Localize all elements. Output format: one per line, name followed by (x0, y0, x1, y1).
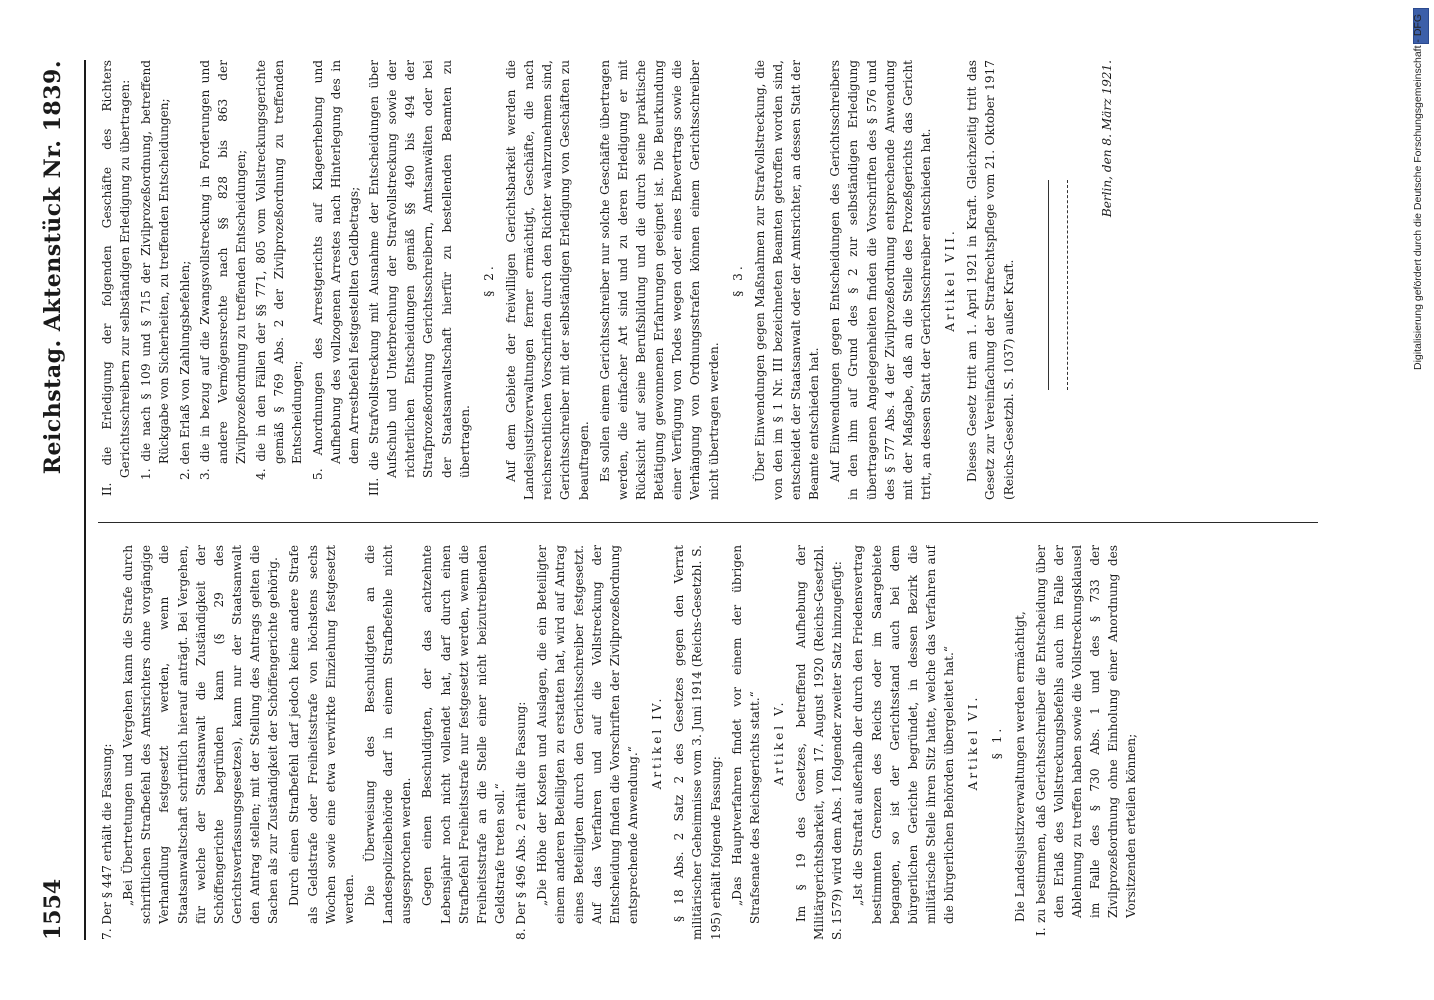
signature-line (1055, 180, 1068, 390)
paragraph: Die Überweisung des Beschuldigten an die Landespolizeibehörde darf in einem Strafbefehle nicht ausgesprochen werden. (362, 545, 414, 924)
paragraph: § 18 Abs. 2 Satz 2 des Gesetzes gegen den Verrat militärischer Geheimnisse vom 3. Juni 1914 (Reichs-Gesetzbl. S. 195) erhält folgende Fassung: (672, 545, 723, 940)
page-title: Reichstag. Aktenstück Nr. 1839. (40, 60, 66, 475)
signature-lines (1036, 60, 1068, 390)
paragraph: Dieses Gesetz tritt am 1. April 1921 in Kraft. Gleichzeitig tritt das Gesetz zur Vereinfachung der Strafrechtspflege vom 21. Oktober 1917 (Reichs-Gesetzbl. S. 1037) außer Kraft. (965, 60, 1016, 500)
list-subitem: 4. die in den Fällen der §§ 771, 805 vom Vollstreckungsgerichte gemäß § 769 Abs. 2 der Zivilprozeßordnung zu treffenden Entscheidungen; (254, 60, 305, 480)
page-header (40, 60, 86, 940)
section-heading: § 3. (730, 263, 745, 297)
section-heading: § 2. (481, 263, 496, 297)
section-heading: § 1. (990, 725, 1005, 760)
article-heading: Artikel V. (771, 699, 786, 786)
paragraph: „Ist die Straftat außerhalb der durch den Friedensvertrag bestimmten Grenzen des Reichs oder im Saargebiete begangen, so ist der Gerichtsstand auch bei dem bürgerlichen Gerichte begründet, in dessen Bezirk die militärische Stelle ihren Sitz hatte, welche das Verfahren auf die bürgerlichen Behörden übergeleitet hat.“ (851, 545, 957, 924)
list-subitem: 2. den Erlaß von Zahlungsbefehlen; (177, 260, 192, 480)
paragraph: 7. Der § 447 erhält die Fassung: (100, 743, 114, 940)
paragraph: Gegen einen Beschuldigten, der das achtzehnte Lebensjahr noch nicht vollendet hat, darf durch einen Strafbefehl Freiheitsstrafe nur festgesetzt werden, wenn die Freiheitsstrafe an die Stelle einer nicht beizutreibenden Geldstrafe treten soll.“ (420, 545, 507, 924)
right-column (98, 60, 1318, 500)
paragraph: „Bei Übertretungen und Vergehen kann die Strafe durch schriftlichen Strafbefehl des Amtsrichters ohne vorgängige Verhandlung festgesetzt werden, wenn die Staatsanwaltschaft schriftlich hierauf anträgt. Bei Vergehen, für welche der Staatsanwalt die Zuständigkeit der Schöffengerichte begründen kann (§ 29 des Gerichtsverfassungsgesetzes), kann nur der Staatsanwalt den Antrag stellen; mit der Stellung des Antrags gelten die Sachen als zur Zuständigkeit der Schöffengerichte gehörig. (121, 545, 281, 924)
article-heading: Artikel IV. (650, 695, 665, 790)
list-subitem: 3. die in bezug auf die Zwangsvollstreckung in Forderungen und andere Vermögensrechte nach §§ 828 bis 863 der Zivilprozeßordnung zu treffenden Entscheidungen; (197, 60, 248, 480)
paragraph: Durch einen Strafbefehl darf jedoch keine andere Strafe als Geldstrafe oder Freiheitsstrafe von höchstens sechs Wochen sowie eine etwa verwirkte Einziehung festgesetzt werden. (287, 545, 356, 924)
paragraph: Im § 19 des Gesetzes, betreffend Aufhebung der Militärgerichtsbarkeit, vom 17. August 1920 (Reichs-Gesetzbl. S. 1579) wird dem Abs. 1 folgender zweiter Satz hinzugefügt: (794, 545, 845, 940)
paragraph: „Die Höhe der Kosten und Auslagen, die ein Beteiligter einem anderen Beteiligten zu erstatten hat, wird auf Antrag eines Beteiligten durch den Gerichtsschreiber festgesetzt. Auf das Verfahren und auf die Vollstreckung der Entscheidung finden die Vorschriften der Zivilprozeßordnung entsprechende Anwendung.“ (535, 545, 640, 924)
signature-date: Berlin, den 8. März 1921. (1099, 60, 1114, 218)
list-item: I. zu bestimmen, daß Gerichtsschreiber die Entscheidung über den Erlaß des Vollstreckungsbefehls auch im Falle der Ablehnung zu treffen haben sowie die Vollstreckungsklausel im Falle des § 730 Abs. 1 und des § 733 der Zivilprozeßordnung ohne Einholung einer Anordnung des Vorsitzenden erteilen können; (1033, 545, 1139, 936)
paragraph: 8. Der § 496 Abs. 2 erhält die Fassung: (514, 701, 529, 940)
list-subitem: 1. die nach § 109 und § 715 der Zivilprozeßordnung, betreffend Rückgabe von Sicherheiten, zu treffenden Entscheidungen; (139, 60, 172, 480)
signature-line (1036, 180, 1049, 390)
list-item: II. die Erledigung der folgenden Geschäfte des Richters Gerichtsschreibern zur selbständigen Erledigung zu übertragen: (100, 60, 133, 496)
paragraph: Auf Einwendungen gegen Entscheidungen des Gerichtsschreibers in den ihm auf Grund des § 2 zur selbständigen Erledigung übertragenen Angelegenheiten finden die Vorschriften des § 576 und des § 577 Abs. 4 der Zivilprozeßordnung entsprechende Anwendung mit der Maßgabe, daß an die Stelle des Prozeßgerichts das Gericht tritt, an dessen Statt der Gerichtsschreiber entschieden hat. (828, 60, 934, 500)
paragraph: Die Landesjustizverwaltungen werden ermächtigt, (1012, 611, 1027, 922)
paragraph: „Das Hauptverfahren findet vor einem der übrigen Strafsenate des Reichsgerichts statt.“ (729, 545, 762, 924)
paragraph: Es sollen einem Gerichtsschreiber nur solche Geschäfte übertragen werden, die einfacher Art sind und zu deren Erledigung er mit Rücksicht auf seine Berufsbildung und die durch seine praktische Betätigung gewonnenen Erfahrungen geeignet ist. Die Beurkundung einer Verfügung von Todes wegen oder eines Ehevertrags sowie die Verhängung von Ordnungsstrafen können einem Gerichtsschreiber nicht übertragen werden. (597, 60, 721, 500)
digitization-credit: Digitalisierung gefördert durch die Deutsche Forschungsgemeinschaft - DFG (1412, 14, 1424, 371)
left-column (98, 545, 1318, 940)
page-number: 1554 (40, 878, 66, 940)
list-subitem: 5. Anordnungen des Arrestgerichts auf Klageerhebung und Aufhebung des vollzogenen Arrestes nach Hinterlegung des in dem Arrestbefehl festgestellten Geldbetrags; (310, 60, 361, 480)
article-heading: Artikel VI. (966, 694, 981, 791)
paragraph: Über Einwendungen gegen Maßnahmen zur Strafvollstreckung, die von den im § 1 Nr. III bezeichneten Beamten getroffen worden sind, entscheidet der Staatsanwalt oder der Amtsrichter, an dessen Statt der Beamte entschieden hat. (752, 60, 822, 500)
article-heading: Artikel VII. (943, 228, 958, 332)
column-divider (98, 522, 1318, 523)
paragraph: Auf dem Gebiete der freiwilligen Gerichtsbarkeit werden die Landesjustizverwaltungen ferner ermächtigt, Geschäfte, die nach reichsrechtlichen Vorschriften durch den Richter wahrzunehmen sind, Gerichtsschreiber mit der selbständigen Erledigung von Geschäften zu beauftragen. (503, 60, 591, 500)
list-item: III. die Strafvollstreckung mit Ausnahme der Entscheidungen über Aufschub und Unterbrechung der Strafvollstreckung sowie der richterlichen Entscheidungen gemäß §§ 490 bis 494 der Strafprozeßordnung Gerichtsschreibern, Amtsanwälten oder bei der Staatsanwaltschaft hierfür zu bestellenden Beamten zu übertragen. (366, 60, 472, 496)
